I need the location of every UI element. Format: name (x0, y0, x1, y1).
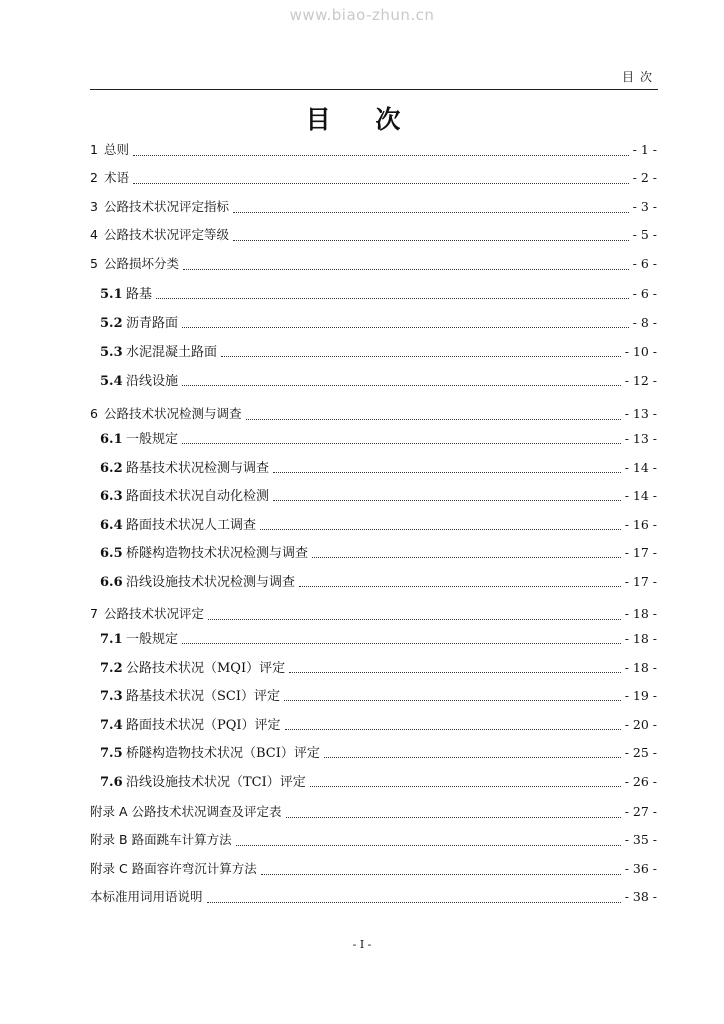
toc-entry-number: 5.2 (100, 316, 123, 331)
dot-leader (133, 154, 629, 156)
toc-entry[interactable] (100, 283, 657, 303)
toc-entry-title: 一般规定 (126, 432, 179, 447)
toc-entry-number: 4 (90, 227, 98, 242)
dot-leader (133, 182, 629, 184)
toc-entry[interactable] (100, 312, 657, 332)
toc-entry-title: 沿线设施技术状况（TCI）评定 (126, 775, 306, 790)
toc-entry[interactable] (100, 485, 657, 505)
toc-entry[interactable] (100, 457, 657, 477)
toc-entry-title: 沿线设施技术状况检测与调查 (126, 575, 296, 590)
toc-entry-title: 水泥混凝土路面 (126, 345, 218, 360)
toc-entry-number: 附录 B (90, 832, 128, 847)
toc-entry[interactable] (90, 225, 657, 245)
running-header: 目次 (90, 68, 658, 90)
toc-entry[interactable] (100, 428, 657, 448)
toc-entry-page: - 19 - (624, 688, 657, 703)
toc-entry-number: 7.1 (100, 632, 123, 647)
toc-entry[interactable] (100, 714, 657, 734)
page-number: - I - (352, 938, 372, 951)
toc-entry-page: - 17 - (624, 574, 657, 589)
toc-entry-page: - 16 - (624, 517, 657, 532)
toc-entry-page: - 2 - (632, 170, 657, 185)
toc-entry-number: 7.3 (100, 689, 123, 704)
toc-entry[interactable] (100, 685, 657, 705)
toc-entry-title: 公路损坏分类 (104, 256, 180, 271)
toc-entry[interactable] (100, 742, 657, 762)
dot-leader (233, 211, 629, 213)
dot-leader (310, 785, 621, 787)
toc-entry-number: 3 (90, 199, 98, 214)
toc-entry-page: - 18 - (624, 660, 657, 675)
toc-entry-page: - 14 - (624, 460, 657, 475)
toc-entry-title: 路面技术状况人工调查 (126, 518, 257, 533)
dot-leader (299, 585, 621, 587)
dot-leader (221, 355, 621, 357)
dot-leader (233, 239, 629, 241)
toc-entry[interactable] (100, 370, 657, 390)
dot-leader (312, 556, 621, 558)
dot-leader (182, 442, 621, 444)
toc-entry-number: 2 (90, 170, 98, 185)
dot-leader (286, 816, 621, 818)
toc-entry-title: 沿线设施 (126, 374, 179, 389)
toc-entry-title: 公路技术状况调查及评定表 (131, 804, 282, 819)
toc-entry[interactable] (90, 604, 657, 624)
toc-entry-title: 术语 (104, 170, 130, 185)
toc-entry-page: - 13 - (624, 406, 657, 421)
toc-entry-title: 路基技术状况检测与调查 (126, 461, 270, 476)
toc-entry-number: 7.4 (100, 718, 123, 733)
toc-entry[interactable] (90, 830, 657, 850)
toc-entry[interactable] (90, 802, 657, 822)
toc-entry-number: 6.5 (100, 546, 123, 561)
toc-entry[interactable] (90, 168, 657, 188)
toc-entry-title: 桥隧构造物技术状况检测与调查 (126, 546, 309, 561)
toc-entry-number: 6.4 (100, 518, 123, 533)
toc-entry-title: 路面技术状况（PQI）评定 (126, 718, 281, 733)
toc-entry[interactable] (90, 859, 657, 879)
toc-entry-title: 桥隧构造物技术状况（BCI）评定 (126, 746, 320, 761)
toc-entry-title: 公路技术状况（MQI）评定 (126, 661, 286, 676)
toc-entry-number: 7.5 (100, 746, 123, 761)
toc-entry-title: 路基技术状况（SCI）评定 (126, 689, 280, 704)
watermark: www.biao-zhun.cn (289, 6, 435, 24)
dot-leader (156, 297, 629, 299)
toc-entry-title: 公路技术状况检测与调查 (104, 406, 242, 421)
toc-entry-title: 沥青路面 (126, 316, 179, 331)
toc-entry-page: - 27 - (624, 804, 657, 819)
dot-leader (260, 528, 621, 530)
toc-entry[interactable] (100, 657, 657, 677)
toc-entry-number: 7.2 (100, 661, 123, 676)
dot-leader (246, 418, 621, 420)
toc-entry-title: 路面跳车计算方法 (131, 832, 232, 847)
toc-entry-number: 6 (90, 406, 98, 421)
toc-entry[interactable] (100, 771, 657, 791)
toc-entry-page: - 25 - (624, 745, 657, 760)
toc-entry-page: - 3 - (632, 199, 657, 214)
toc-entry-title: 路面容许弯沉计算方法 (131, 861, 257, 876)
toc-entry-page: - 13 - (624, 431, 657, 446)
toc-entry-page: - 5 - (632, 227, 657, 242)
toc-entry-page: - 35 - (624, 832, 657, 847)
toc-entry[interactable] (100, 542, 657, 562)
dot-leader (182, 326, 629, 328)
toc-entry-page: - 36 - (624, 861, 657, 876)
toc-entry-title: 路基 (126, 287, 153, 302)
toc-entry-page: - 6 - (632, 256, 657, 271)
toc-entry[interactable] (100, 341, 657, 361)
toc-entry-number: 附录 C (90, 861, 128, 876)
toc-entry-page: - 20 - (624, 717, 657, 732)
dot-leader (208, 618, 621, 620)
toc-entry[interactable] (90, 404, 657, 424)
toc-entry[interactable] (100, 514, 657, 534)
toc-entry-page: - 18 - (624, 606, 657, 621)
dot-leader (273, 471, 621, 473)
toc-entry-number: 5.3 (100, 345, 123, 360)
toc-entry[interactable] (100, 628, 657, 648)
page-title: 目 次 (305, 105, 419, 134)
toc-entry-title: 本标准用词用语说明 (90, 889, 203, 904)
toc-entry-number: 附录 A (90, 804, 128, 819)
toc-entry[interactable] (90, 140, 657, 160)
toc-entry-number: 7.6 (100, 775, 123, 790)
dot-leader (324, 756, 621, 758)
dot-leader (207, 901, 621, 903)
toc-entry-page: - 14 - (624, 488, 657, 503)
toc-entry-number: 5 (90, 256, 98, 271)
toc-entry-title: 总则 (104, 142, 130, 157)
toc-entry-page: - 12 - (624, 373, 657, 388)
dot-leader (285, 728, 621, 730)
toc-entry-title: 公路技术状况评定指标 (104, 199, 230, 214)
dot-leader (284, 699, 621, 701)
toc-entry-number: 7 (90, 606, 98, 621)
dot-leader (289, 671, 621, 673)
toc-entry-title: 一般规定 (126, 632, 179, 647)
toc-entry-page: - 6 - (632, 286, 657, 301)
toc-entry-title: 公路技术状况评定等级 (104, 227, 230, 242)
toc-entry-number: 5.4 (100, 374, 123, 389)
toc-entry-number: 6.6 (100, 575, 123, 590)
toc-entry-title: 路面技术状况自动化检测 (126, 489, 270, 504)
toc-entry-page: - 18 - (624, 631, 657, 646)
toc-entry-number: 6.3 (100, 489, 123, 504)
dot-leader (236, 844, 621, 846)
toc-entry-page: - 10 - (624, 344, 657, 359)
dot-leader (273, 499, 621, 501)
toc-entry[interactable] (90, 197, 657, 217)
dot-leader (182, 642, 621, 644)
toc-entry-page: - 38 - (624, 889, 657, 904)
toc-entry-page: - 17 - (624, 545, 657, 560)
toc-entry[interactable] (100, 571, 657, 591)
toc-entry-page: - 1 - (632, 142, 657, 157)
toc-entry-number: 6.2 (100, 461, 123, 476)
dot-leader (261, 873, 621, 875)
dot-leader (182, 384, 621, 386)
toc-entry-number: 1 (90, 142, 98, 157)
toc-entry-page: - 8 - (632, 315, 657, 330)
toc-entry[interactable] (90, 254, 657, 274)
toc-entry-number: 5.1 (100, 287, 123, 302)
toc-entry-number: 6.1 (100, 432, 123, 447)
toc-entry[interactable] (90, 887, 657, 907)
dot-leader (183, 268, 629, 270)
toc-entry-page: - 26 - (624, 774, 657, 789)
toc-entry-title: 公路技术状况评定 (104, 606, 205, 621)
